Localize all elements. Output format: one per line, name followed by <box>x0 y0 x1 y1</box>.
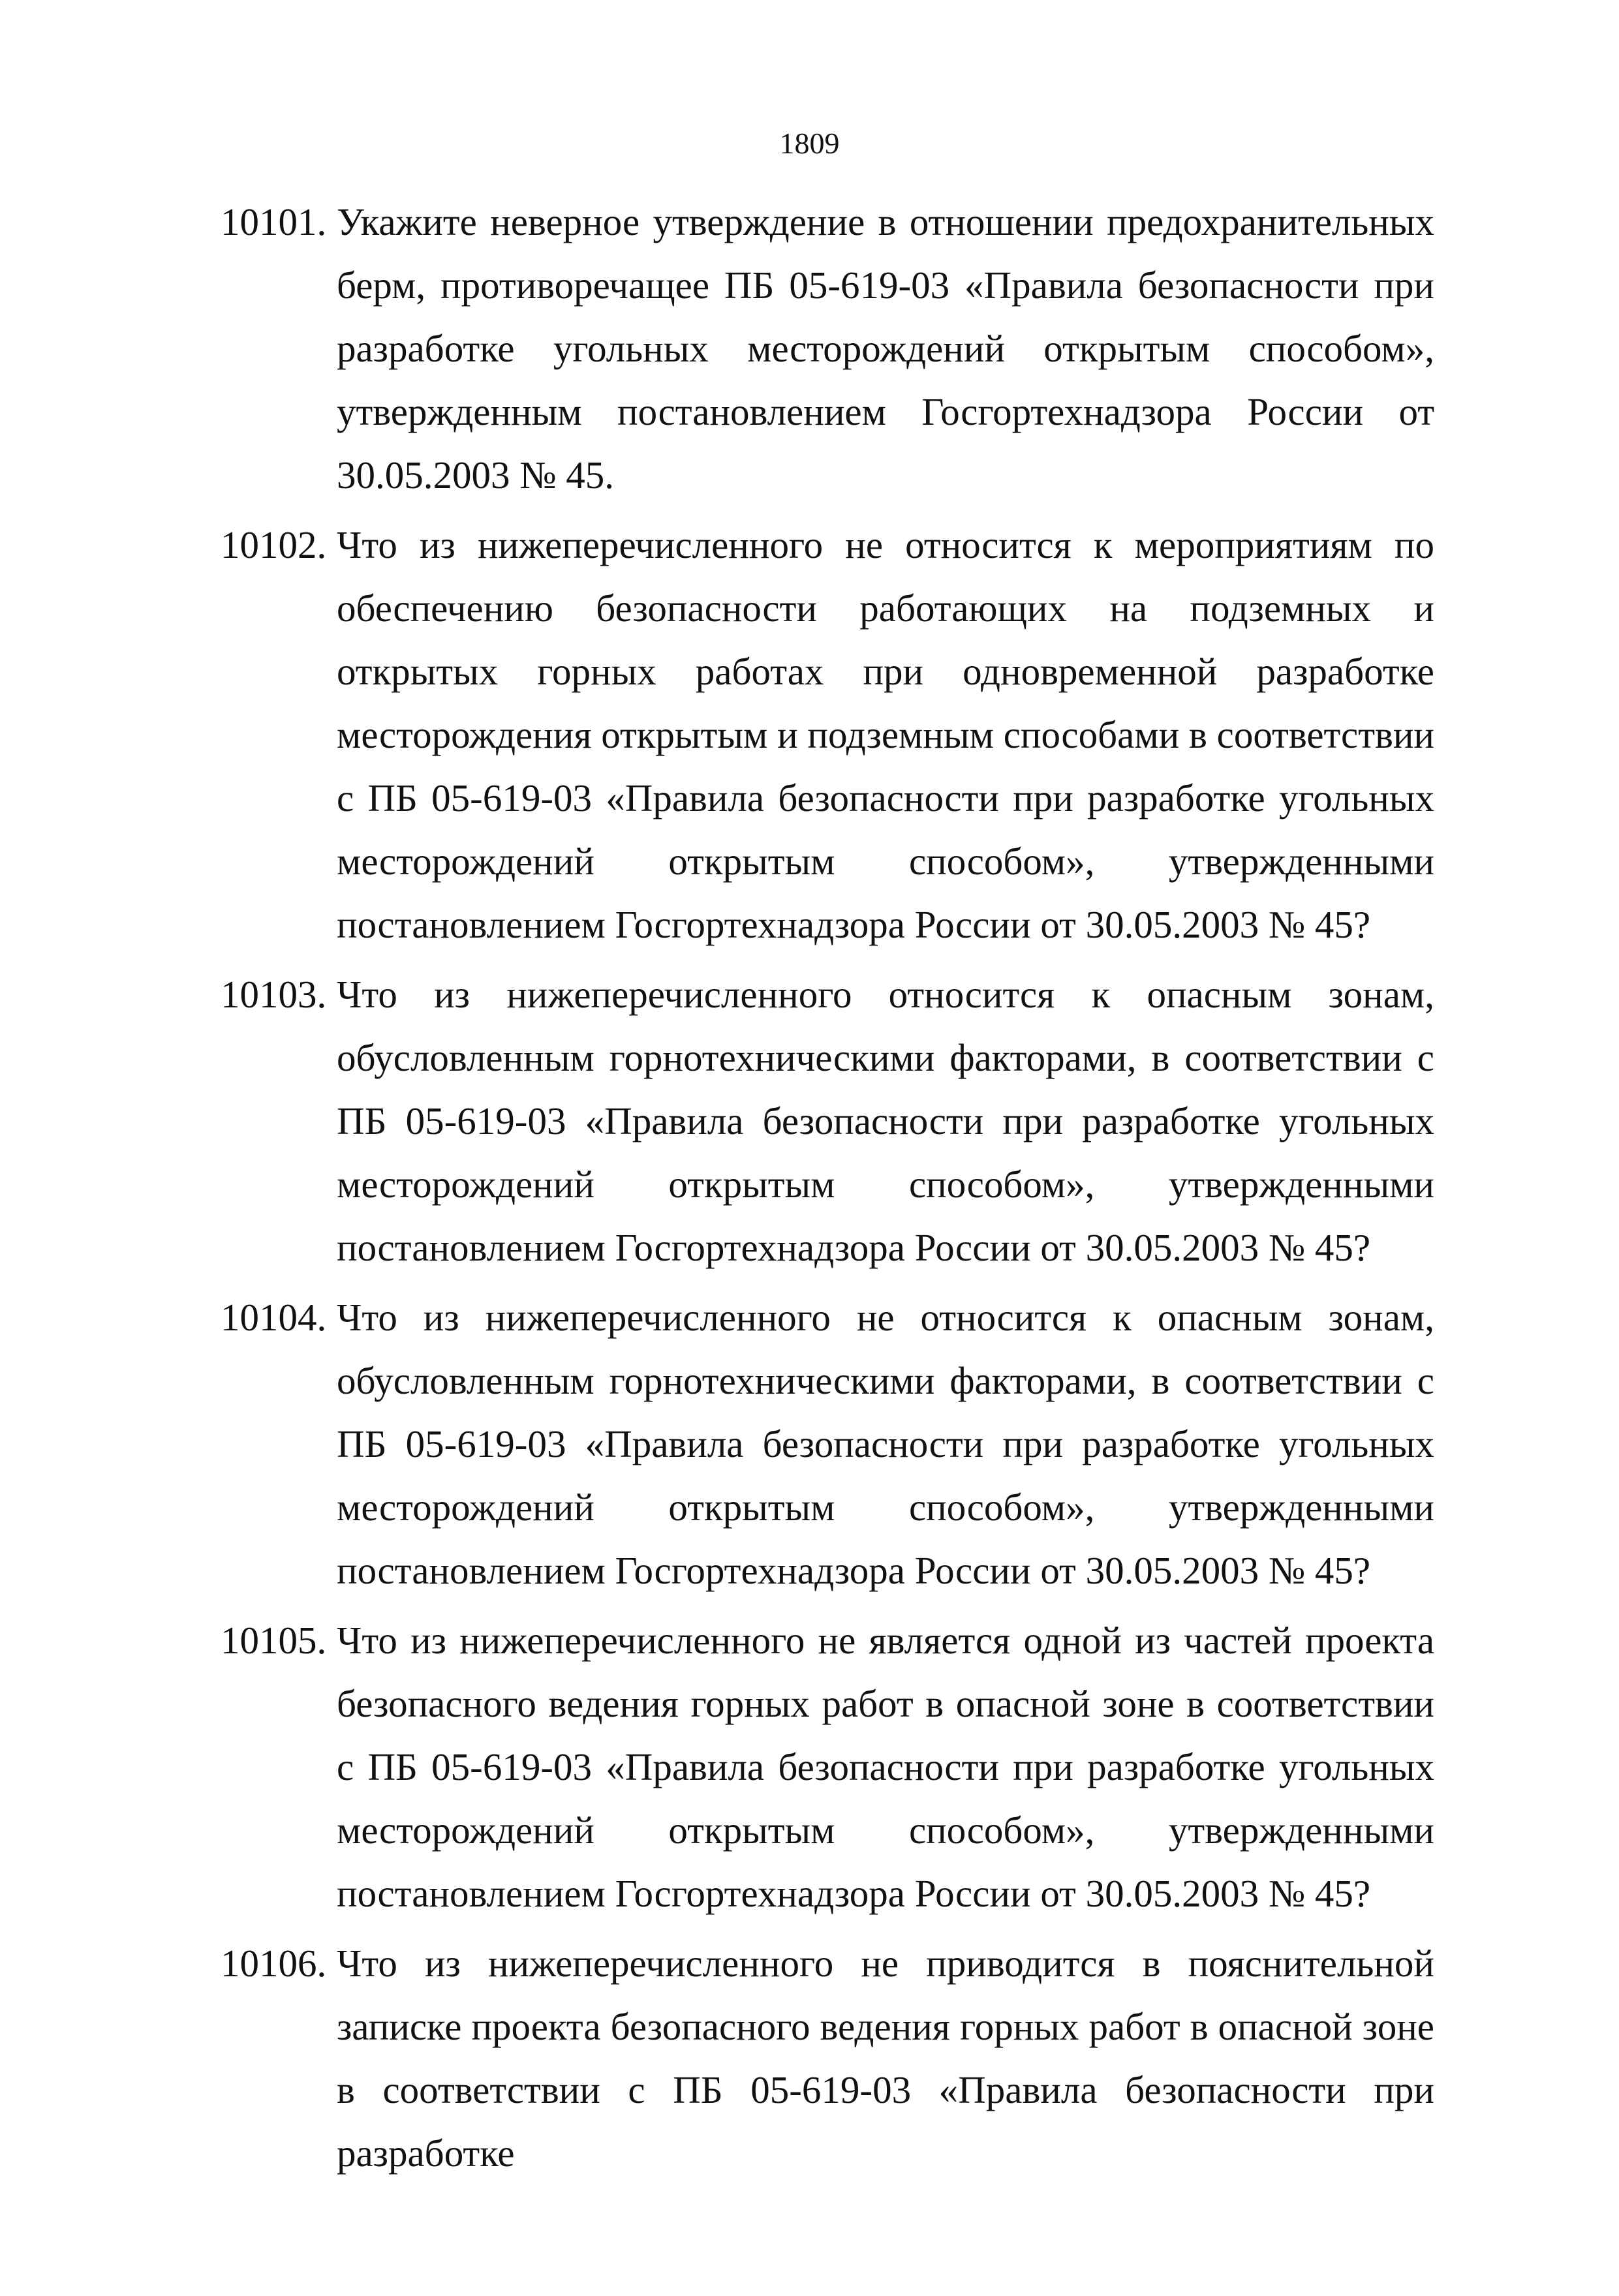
question-text: Что из нижеперечисленного не относится к мероприятиям по обеспечению безопасности работающих на подземных и открытых горных работах при одновременной разработке месторождения открытым и подземным способами в соответствии с ПБ 05-619-03 «Правила безопасности при разработке угольных месторождений открытым способом», утвержденными постановлением Госгортехнадзора России от 30.05.2003 № 45? <box>337 523 1434 946</box>
question-text: Укажите неверное утверждение в отношении предохранительных берм, противоречащее ПБ 05-619-03 «Правила безопасности при разработке угольных месторождений открытым способом», утвержденным постановлением Госгортехнадзора России от 30.05.2003 № 45. <box>337 200 1434 497</box>
page-number: 1809 <box>779 127 840 160</box>
question-number: 10104. <box>221 1296 327 1339</box>
question-item <box>221 513 1434 957</box>
question-number: 10101. <box>221 200 327 243</box>
question-list <box>221 191 1434 2192</box>
question-item <box>221 1932 1434 2185</box>
question-number: 10102. <box>221 523 327 566</box>
question-number: 10105. <box>221 1619 327 1662</box>
question-item <box>221 191 1434 507</box>
question-number: 10103. <box>221 973 327 1016</box>
question-text: Что из нижеперечисленного не является одной из частей проекта безопасного ведения горных работ в опасной зоне в соответствии с ПБ 05-619-03 «Правила безопасности при разработке угольных месторождений открытым способом», утвержденными постановлением Госгортехнадзора России от 30.05.2003 № 45? <box>337 1619 1434 1915</box>
question-item <box>221 1286 1434 1602</box>
question-number: 10106. <box>221 1942 327 1985</box>
question-text: Что из нижеперечисленного не относится к опасным зонам, обусловленным горнотехническими факторами, в соответствии с ПБ 05-619-03 «Правила безопасности при разработке угольных месторождений открытым способом», утвержденными постановлением Госгортехнадзора России от 30.05.2003 № 45? <box>337 1296 1434 1592</box>
question-item <box>221 1609 1434 1925</box>
question-text: Что из нижеперечисленного относится к опасным зонам, обусловленным горнотехническими факторами, в соответствии с ПБ 05-619-03 «Правила безопасности при разработке угольных месторождений открытым способом», утвержденными постановлением Госгортехнадзора России от 30.05.2003 № 45? <box>337 973 1434 1269</box>
question-item <box>221 963 1434 1279</box>
question-text: Что из нижеперечисленного не приводится в пояснительной записке проекта безопасного ведения горных работ в опасной зоне в соответствии с ПБ 05-619-03 «Правила безопасности при разработке <box>337 1942 1434 2175</box>
